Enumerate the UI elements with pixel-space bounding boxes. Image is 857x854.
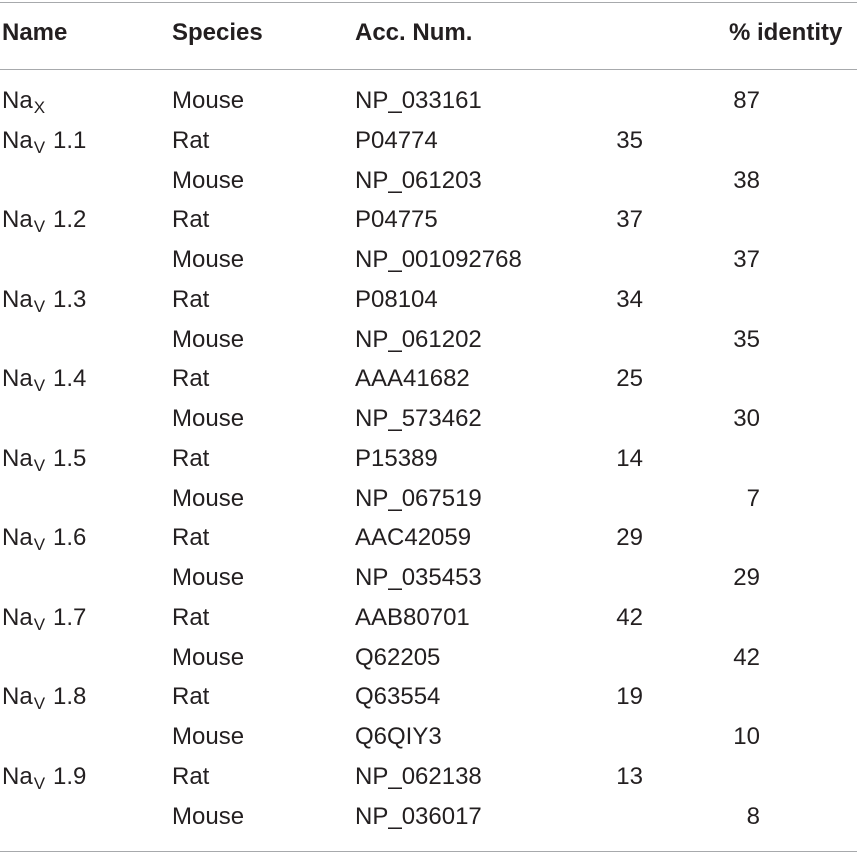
table-header-rule — [0, 69, 857, 70]
species-cell: Mouse — [172, 166, 245, 194]
table-row — [0, 283, 857, 317]
accession-cell: NP_573462 — [355, 405, 482, 432]
table-row — [0, 561, 857, 595]
channel-name-version: 1.7 — [53, 603, 87, 631]
channel-name-subscript: V — [33, 614, 46, 634]
accession-cell: Q6QIY3 — [355, 723, 442, 750]
mouse-identity-cell: 37 — [733, 246, 760, 273]
channel-name — [2, 482, 11, 523]
accession-cell: NP_036017 — [355, 802, 482, 830]
accession-cell: NP_001092768 — [355, 246, 522, 273]
accession-cell: NP_061202 — [355, 325, 482, 353]
rat-identity-cell: 19 — [616, 683, 643, 711]
header-species: Species — [172, 19, 263, 46]
table-row — [0, 720, 857, 754]
rat-identity-cell: 37 — [616, 206, 643, 234]
species-cell: Mouse — [172, 723, 245, 750]
table-row — [0, 521, 857, 555]
channel-name-base: Na — [2, 285, 33, 313]
channel-name-subscript: V — [33, 137, 46, 157]
channel-name-version: 1.4 — [53, 365, 87, 393]
channel-name — [2, 283, 86, 324]
species-cell: Rat — [172, 444, 210, 472]
table-row — [0, 402, 857, 436]
channel-name — [2, 362, 86, 403]
rat-identity-cell: 25 — [616, 365, 643, 393]
accession-cell: AAC42059 — [355, 524, 472, 552]
rat-identity-cell: 13 — [616, 762, 643, 790]
accession-cell: NP_067519 — [355, 484, 482, 512]
species-cell: Mouse — [172, 405, 245, 432]
table-row — [0, 641, 857, 675]
species-cell: Rat — [172, 126, 210, 154]
channel-name-base: Na — [2, 206, 33, 234]
header-identity: % identity — [729, 19, 843, 46]
table-row — [0, 323, 857, 357]
mouse-identity-cell: 8 — [746, 802, 760, 830]
accession-cell: P15389 — [355, 444, 438, 472]
species-cell: Mouse — [172, 643, 245, 671]
channel-name — [2, 84, 53, 125]
species-cell: Mouse — [172, 564, 245, 591]
channel-name — [2, 243, 11, 284]
channel-name-base: Na — [2, 603, 33, 631]
species-cell: Mouse — [172, 484, 245, 512]
channel-name — [2, 521, 86, 562]
rat-identity-cell: 34 — [616, 285, 643, 313]
channel-name-subscript: V — [33, 535, 46, 555]
mouse-identity-cell: 87 — [733, 87, 760, 114]
accession-cell: AAB80701 — [355, 603, 470, 631]
channel-name-subscript: X — [33, 98, 46, 117]
channel-name — [2, 680, 86, 721]
accession-cell: P08104 — [355, 285, 438, 313]
channel-name-subscript: V — [33, 376, 46, 396]
species-cell: Rat — [172, 762, 210, 790]
species-cell: Mouse — [172, 802, 245, 830]
mouse-identity-cell: 10 — [733, 723, 760, 750]
channel-name-subscript: V — [33, 296, 46, 316]
channel-name-version: 1.5 — [53, 444, 87, 472]
accession-cell: NP_033161 — [355, 87, 482, 114]
species-cell: Rat — [172, 524, 210, 552]
table-row — [0, 601, 857, 635]
channel-name-subscript: V — [33, 773, 46, 793]
channel-name — [2, 164, 11, 205]
channel-name — [2, 402, 11, 443]
species-cell: Rat — [172, 603, 210, 631]
channel-name-version: 1.9 — [53, 762, 87, 790]
table-row — [0, 680, 857, 714]
table-bottom-rule — [0, 851, 857, 852]
species-cell: Mouse — [172, 325, 245, 353]
mouse-identity-cell: 30 — [733, 405, 760, 432]
channel-name-base: Na — [2, 524, 33, 552]
table-row — [0, 84, 857, 118]
table-row — [0, 243, 857, 277]
rat-identity-cell: 35 — [616, 126, 643, 154]
channel-name — [2, 561, 11, 602]
channel-name — [2, 203, 86, 244]
header-name: Name — [2, 19, 68, 46]
channel-name-subscript: V — [33, 455, 46, 475]
table-row — [0, 362, 857, 396]
mouse-identity-cell: 7 — [746, 484, 760, 512]
channel-name-base: Na — [2, 87, 33, 114]
accession-cell: Q62205 — [355, 643, 441, 671]
channel-name — [2, 601, 86, 642]
rat-identity-cell: 42 — [616, 603, 643, 631]
channel-name-base: Na — [2, 126, 33, 154]
channel-name-base: Na — [2, 762, 33, 790]
channel-name-base: Na — [2, 683, 33, 711]
channel-name-version: 1.6 — [53, 524, 87, 552]
table-row — [0, 482, 857, 516]
accession-cell: NP_062138 — [355, 762, 482, 790]
channel-name-version: 1.1 — [53, 126, 87, 154]
channel-name — [2, 442, 86, 483]
channel-name — [2, 641, 11, 682]
table-top-rule — [0, 2, 857, 3]
header-accession: Acc. Num. — [355, 19, 473, 46]
rat-identity-cell: 29 — [616, 524, 643, 552]
species-cell: Mouse — [172, 87, 245, 114]
table-header — [0, 16, 857, 50]
accession-cell: AAA41682 — [355, 365, 470, 393]
channel-name-base: Na — [2, 365, 33, 393]
channel-name — [2, 323, 11, 364]
table-row — [0, 164, 857, 198]
accession-cell: P04774 — [355, 126, 438, 154]
accession-cell: Q63554 — [355, 683, 441, 711]
accession-cell: NP_035453 — [355, 564, 482, 591]
species-cell: Rat — [172, 285, 210, 313]
species-cell: Mouse — [172, 246, 245, 273]
table-row — [0, 203, 857, 237]
accession-cell: P04775 — [355, 206, 438, 234]
mouse-identity-cell: 35 — [733, 325, 760, 353]
channel-name-version: 1.3 — [53, 285, 87, 313]
species-cell: Rat — [172, 683, 210, 711]
species-cell: Rat — [172, 206, 210, 234]
channel-name-subscript: V — [33, 694, 46, 714]
table-row — [0, 760, 857, 794]
table-row — [0, 800, 857, 834]
channel-name-base: Na — [2, 444, 33, 472]
channel-name-version: 1.8 — [53, 683, 87, 711]
channel-name — [2, 720, 11, 761]
table-row — [0, 442, 857, 476]
accession-cell: NP_061203 — [355, 166, 482, 194]
rat-identity-cell: 14 — [616, 444, 643, 472]
table-row — [0, 124, 857, 158]
channel-name-subscript: V — [33, 217, 46, 237]
channel-name — [2, 760, 86, 801]
channel-name-version: 1.2 — [53, 206, 87, 234]
mouse-identity-cell: 29 — [733, 564, 760, 591]
channel-name — [2, 800, 11, 841]
mouse-identity-cell: 38 — [733, 166, 760, 194]
species-cell: Rat — [172, 365, 210, 393]
channel-name — [2, 124, 86, 165]
mouse-identity-cell: 42 — [733, 643, 760, 671]
